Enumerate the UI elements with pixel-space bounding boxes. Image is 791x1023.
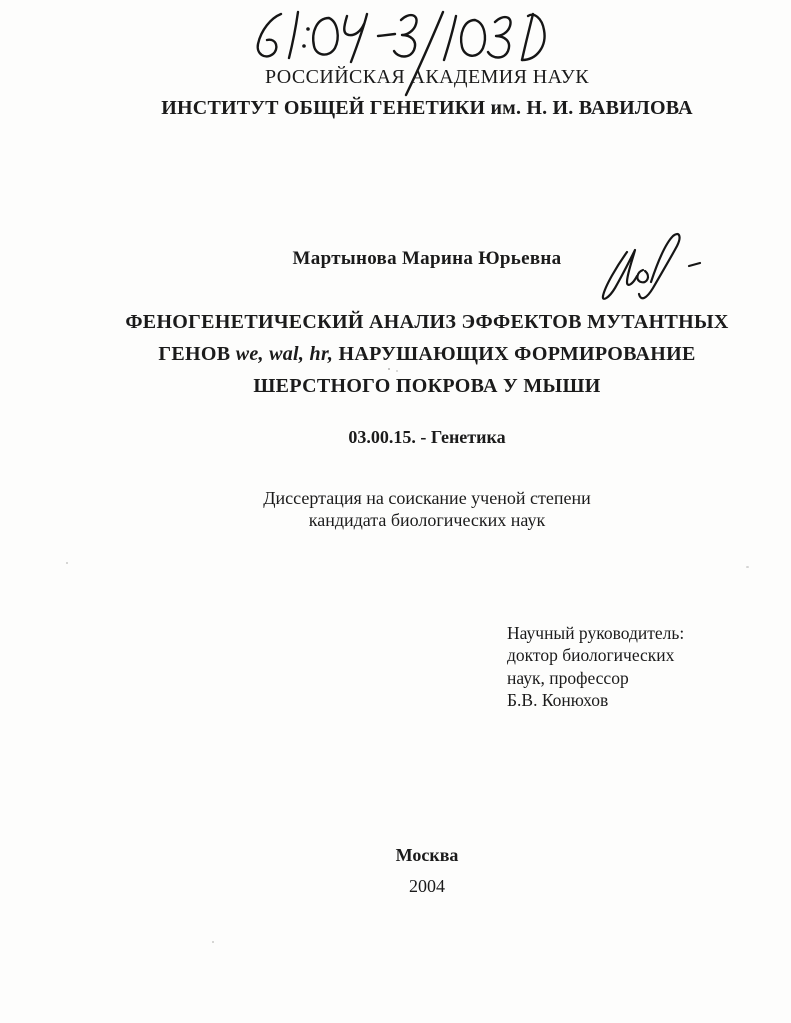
degree-line-1: Диссертация на соискание ученой степени — [263, 488, 591, 508]
scan-speck — [746, 566, 749, 568]
author-name: Мартынова Марина Юрьевна — [292, 248, 562, 269]
supervisor-block — [507, 622, 684, 711]
imprint-city: Москва — [395, 845, 459, 865]
institute-name: ИНСТИТУТ ОБЩЕЙ ГЕНЕТИКИ им. Н. И. ВАВИЛОВА — [161, 97, 693, 119]
degree-statement — [63, 488, 791, 531]
supervisor-degree-line-1: доктор биологических — [507, 645, 675, 666]
organization-name: РОССИЙСКАЯ АКАДЕМИЯ НАУК — [265, 66, 589, 88]
title-line-2 — [63, 338, 791, 370]
scan-speck — [66, 562, 68, 564]
scan-speck — [388, 368, 390, 370]
supervisor-degree-line-2: наук, профессор — [507, 667, 629, 688]
dissertation-title — [63, 306, 791, 402]
degree-line-2: кандидата биологических наук — [308, 509, 546, 530]
supervisor-label: Научный руководитель: — [507, 623, 685, 643]
handwritten-signature-icon — [597, 224, 702, 306]
imprint-year: 2004 — [409, 876, 445, 896]
scan-speck — [396, 370, 398, 372]
scan-speck — [212, 941, 214, 943]
title-line-1: ФЕНОГЕНЕТИЧЕСКИЙ АНАЛИЗ ЭФФЕКТОВ МУТАНТНЫХ — [125, 311, 729, 333]
title-line-3: ШЕРСТНОГО ПОКРОВА У МЫШИ — [253, 375, 601, 397]
specialty-code: 03.00.15. - Генетика — [348, 427, 506, 447]
title-line-2-suffix: НАРУШАЮЩИХ ФОРМИРОВАНИЕ — [333, 343, 696, 365]
supervisor-name: Б.В. Конюхов — [507, 689, 609, 710]
gene-symbols: we, wal, hr, — [235, 343, 334, 365]
title-line-2-prefix: ГЕНОВ — [158, 343, 236, 365]
